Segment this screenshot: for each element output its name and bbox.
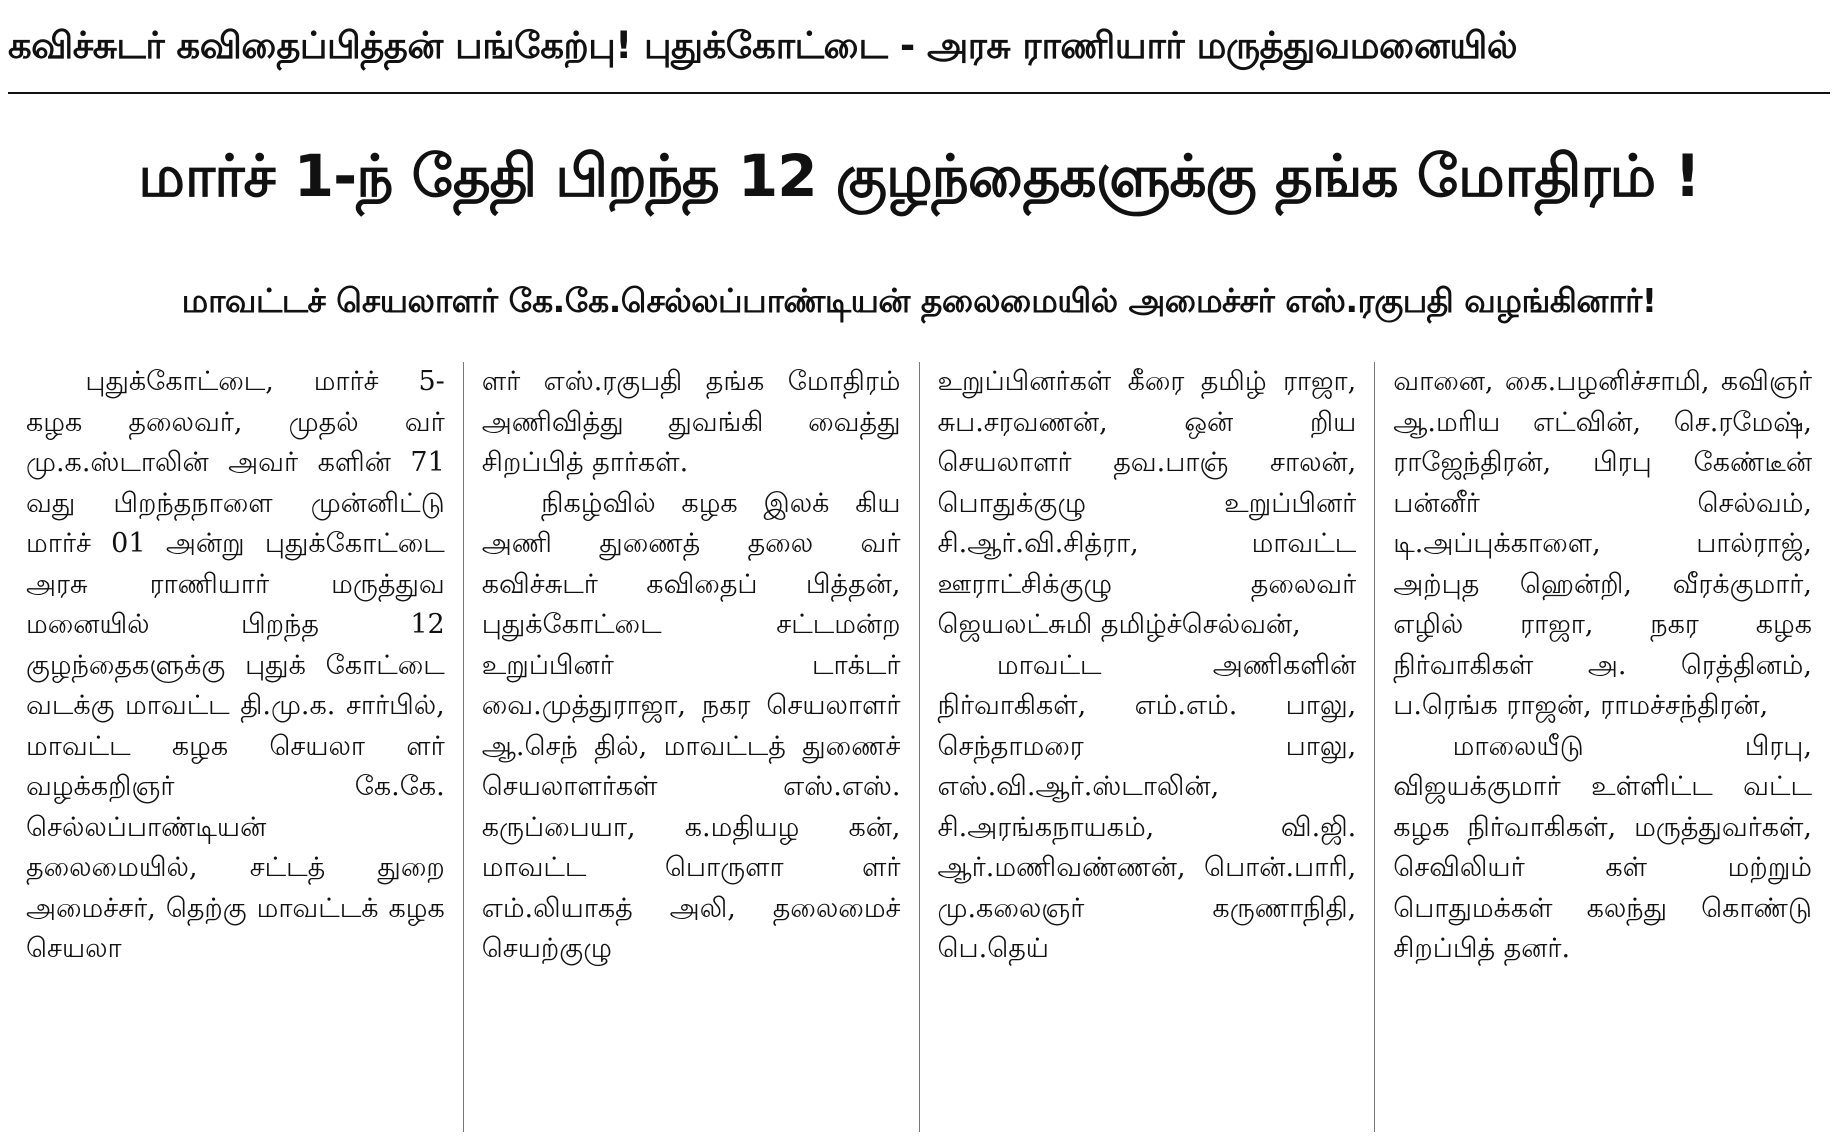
- article-subhead: மாவட்டச் செயலாளர் கே.கே.செல்லப்பாண்டியன் தலைமையில் அமைச்சர் எஸ்.ரகுபதி வழங்கினார்!: [181, 281, 1657, 320]
- body-paragraph: ளர் எஸ்.ரகுபதி தங்க மோதிரம் அணிவித்து துவங்கி வைத்து சிறப்பித் தார்கள்.: [481, 366, 901, 478]
- body-paragraph: உறுப்பினர்கள் கீரை தமிழ் ராஜா, சுப.சரவணன், ஒன் றிய செயலாளர் தவ.பாஞ் சாலன், பொதுக்குழு உறுப்பினர் சி.ஆர்.வி.சித்ரா, மாவட்ட ஊராட்சிக்குழு தலைவர் ஜெயலட்சுமி தமிழ்ச்செல்வன்,: [937, 366, 1357, 640]
- body-paragraph: வானை, கை.பழனிச்சாமி, கவிஞர் ஆ.மரிய எட்வின், செ.ரமேஷ், ராஜேந்திரன், பிரபு கேண்டீன் பன்னீர் செல்வம், டி.அப்புக்காளை, பால்ராஜ், அற்புத ஹென்றி, வீரக்குமார், எழில் ராஜா, நகர கழக நிர்வாகிகள் அ. ரெத்தினம், ப.ரெங்க ராஜன், ராமச்சந்திரன்,: [1393, 366, 1812, 721]
- body-paragraph: மாவட்ட அணிகளின் நிர்வாகிகள், எம்.எம். பாலு, செந்தாமரை பாலு, எஸ்.வி.ஆர்.ஸ்டாலின், சி.அரங்கநாயகம், வி.ஜி. ஆர்.மணிவண்ணன், பொன்.பாரி, மு.கலைஞர் கருணாநிதி, பெ.தெய்: [937, 649, 1357, 964]
- kicker-divider: [8, 92, 1830, 94]
- body-paragraph: நிகழ்வில் கழக இலக் கிய அணி துணைத் தலை வர் கவிச்சுடர் கவிதைப் பித்தன், புதுக்கோட்டை சட்டமன்ற உறுப்பினர் டாக்டர் வை.முத்துராஜா, நகர செயலாளர் ஆ.செந் தில், மாவட்டத் துணைச் செயலாளர்கள் எஸ்.எஸ். கருப்பையா, க.மதியழ கன், மாவட்ட பொருளா ளர் எம்.லியாகத் அலி, தலைமைச் செயற்குழு: [481, 487, 901, 964]
- body-column-3: [920, 362, 1376, 1132]
- body-column-2: [464, 362, 920, 1132]
- article-headline: மார்ச் 1-ந் தேதி பிறந்த 12 குழந்தைகளுக்கு தங்க மோதிரம் !: [138, 142, 1700, 210]
- body-paragraph: புதுக்கோட்டை, மார்ச் 5- கழக தலைவர், முதல் வர் மு.க.ஸ்டாலின் அவர் களின் 71 வது பிறந்தநாளை முன்னிட்டு மார்ச் 01 அன்று புதுக்கோட்டை அரசு ராணியார் மருத்துவ மனையில் பிறந்த 12 குழந்தைகளுக்கு புதுக் கோட்டை வடக்கு மாவட்ட தி.மு.க. சார்பில், மாவட்ட கழக செயலா ளர் வழக்கறிஞர் கே.கே. செல்லப்பாண்டியன் தலைமையில், சட்டத் துறை அமைச்சர், தெற்கு மாவட்டக் கழக செயலா: [26, 366, 445, 964]
- body-column-4: [1375, 362, 1830, 1132]
- body-paragraph: மாலையீடு பிரபு, விஜயக்குமார் உள்ளிட்ட வட்ட கழக நிர்வாகிகள், மருத்துவர்கள், செவிலியர் கள் மற்றும் பொதுமக்கள் கலந்து கொண்டு சிறப்பித் தனர்.: [1393, 730, 1812, 964]
- article-kicker: கவிச்சுடர் கவிதைப்பித்தன் பங்கேற்பு! புதுக்கோட்டை - அரசு ராணியார் மருத்துவமனையில்: [8, 24, 1518, 67]
- body-column-1: [8, 362, 464, 1132]
- article-body: [8, 362, 1830, 1132]
